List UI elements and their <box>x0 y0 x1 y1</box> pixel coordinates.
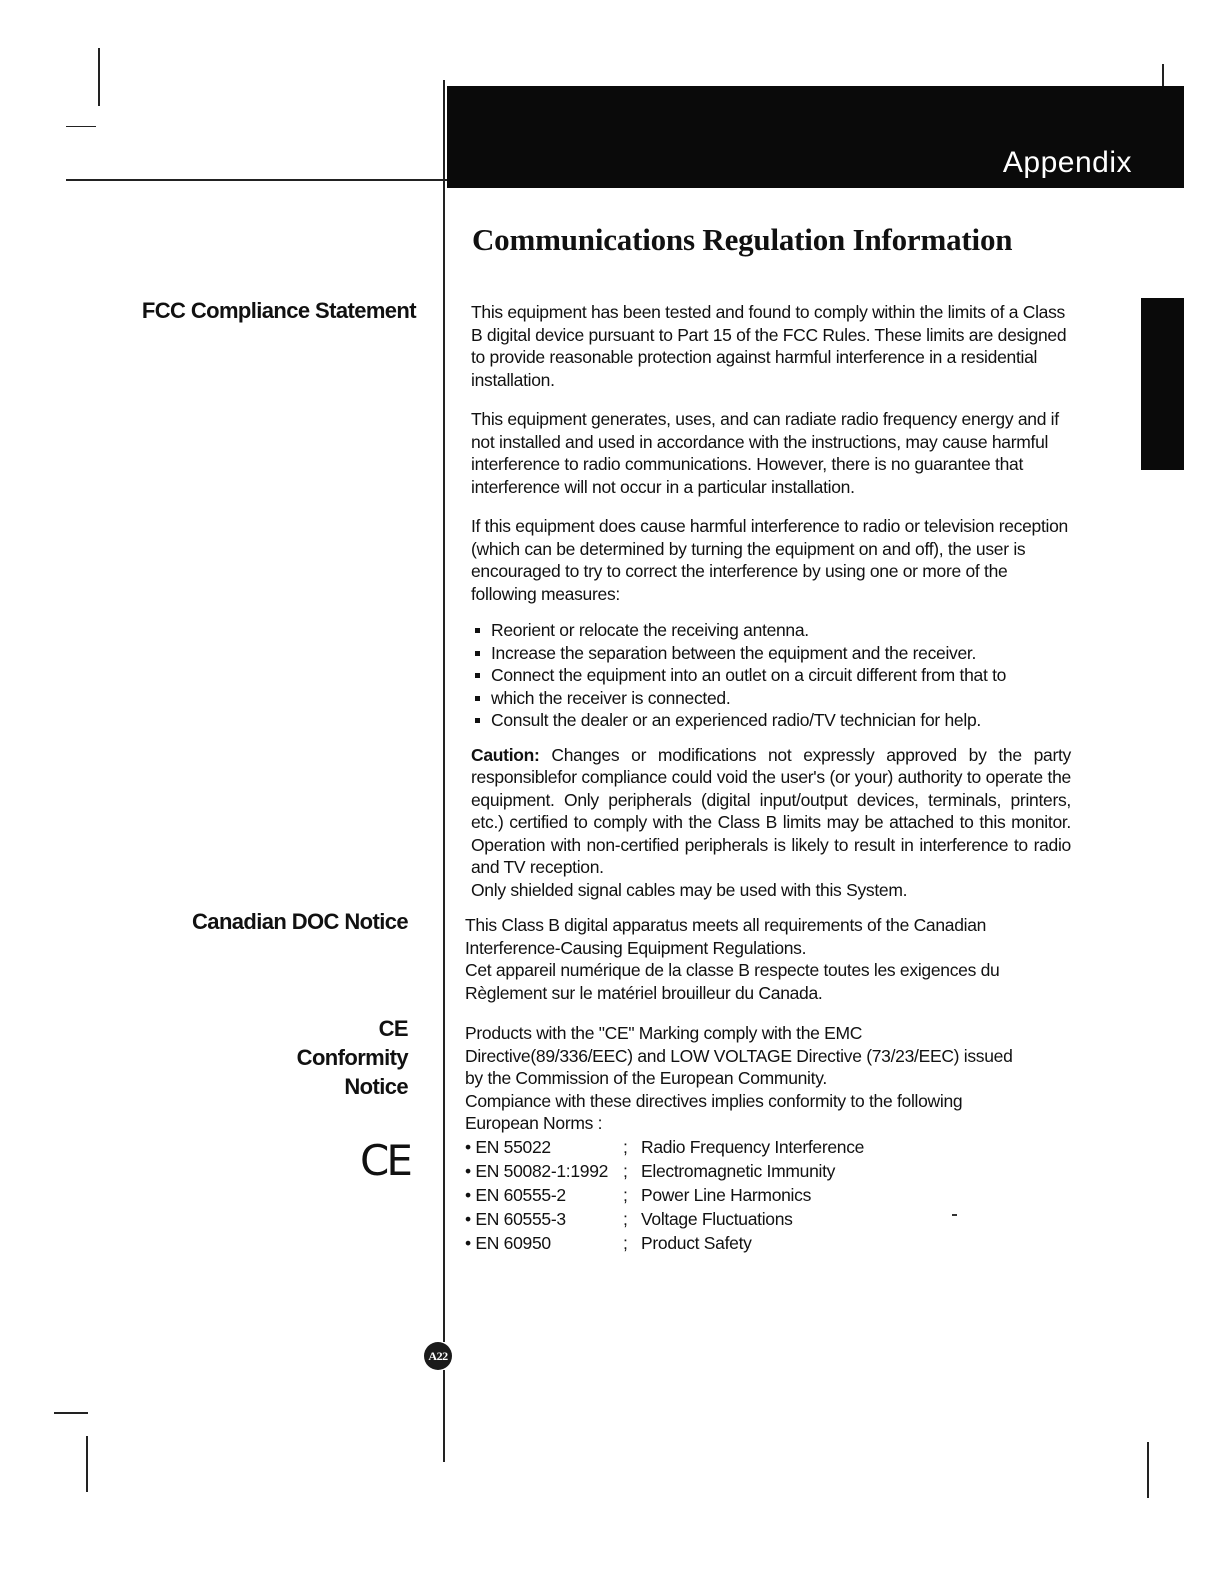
canadian-doc-section <box>465 914 1065 1004</box>
page-number: A22 <box>428 1348 448 1363</box>
canadian-line: Règlement sur le matériel brouilleur du Canada. <box>465 982 823 1003</box>
norm-separator: ; <box>623 1184 628 1205</box>
canadian-doc-heading: Canadian DOC Notice <box>192 909 408 934</box>
ce-line: by the Commission of the European Community. <box>465 1068 827 1088</box>
ce-mark-logo <box>360 1136 410 1185</box>
column-divider-lower <box>443 1370 445 1462</box>
page-title: Communications Regulation Information <box>472 222 1013 257</box>
norm-description: Radio Frequency Interference <box>641 1136 865 1157</box>
norm-code: • EN 60555-2 <box>465 1184 566 1205</box>
norm-separator: ; <box>623 1232 628 1253</box>
crop-mark-top-left-horizontal <box>66 126 96 127</box>
canadian-line: Interference-Causing Equipment Regulations. <box>465 937 807 958</box>
canadian-line: Cet appareil numérique de la classe B respecte toutes les exigences du <box>465 960 1000 980</box>
canadian-line: This Class B digital apparatus meets all requirements of the Canadian <box>465 915 987 935</box>
norm-code: • EN 60950 <box>465 1232 551 1253</box>
norm-row <box>465 1135 1025 1159</box>
ce-line: Compiance with these directives implies conformity to the following <box>465 1090 963 1111</box>
appendix-header-bar <box>447 86 1184 188</box>
norm-code: • EN 60555-3 <box>465 1208 566 1229</box>
crop-mark-bottom-left-vertical <box>86 1436 88 1492</box>
list-item: Connect the equipment into an outlet on a circuit different from that to <box>471 664 1071 687</box>
norm-description: Voltage Fluctuations <box>641 1208 793 1229</box>
norm-separator: ; <box>623 1208 628 1229</box>
fcc-section <box>471 301 1071 901</box>
ce-line: Products with the "CE" Marking comply with the EMC <box>465 1023 863 1043</box>
list-item: Increase the separation between the equipment and the receiver. <box>471 642 1071 665</box>
norm-row <box>465 1207 1025 1231</box>
caution-label: Caution: <box>471 744 540 765</box>
fcc-heading: FCC Compliance Statement <box>141 298 416 323</box>
list-item: which the receiver is connected. <box>471 687 1071 710</box>
column-divider-upper <box>443 80 445 1342</box>
appendix-header-title: Appendix <box>1002 146 1132 179</box>
norm-row <box>465 1183 1025 1207</box>
norm-separator: ; <box>623 1136 628 1157</box>
shielded-cable-note: Only shielded signal cables may be used with this System. <box>471 879 908 900</box>
norm-row <box>465 1159 1025 1183</box>
list-item: Consult the dealer or an experienced radio/TV technician for help. <box>471 709 1071 732</box>
norm-separator: ; <box>623 1160 628 1181</box>
ce-conformity-heading <box>297 1014 408 1101</box>
fcc-paragraph: If this equipment does cause harmful interference to radio or television reception (which can be determined by turning the equipment on and off), the user is encouraged to try to correct the interference by using one or more of the following measures: <box>471 516 1068 604</box>
list-item: Reorient or relocate the receiving antenna. <box>471 619 1071 642</box>
ce-heading-line: Notice <box>344 1074 408 1099</box>
ce-line: European Norms : <box>465 1113 603 1133</box>
ce-line: Directive(89/336/EEC) and LOW VOLTAGE Directive (73/23/EEC) issued <box>465 1045 1013 1066</box>
fcc-paragraph: This equipment has been tested and found to comply within the limits of a Class B digital device pursuant to Part 15 of the FCC Rules. These limits are designed to provide reasonable protection against harmful interference in a residential installation. <box>471 302 1067 390</box>
crop-mark-bottom-right-vertical <box>1147 1442 1149 1498</box>
ce-section <box>465 1022 1065 1255</box>
caution-paragraph <box>471 744 1071 879</box>
left-horizontal-rule <box>66 179 447 181</box>
ce-mark-text: CE <box>360 1136 410 1185</box>
fcc-measures-list <box>471 619 1071 732</box>
section-side-tab <box>1141 298 1184 470</box>
ce-heading-line: Conformity <box>296 1045 408 1070</box>
crop-mark-top-left-vertical <box>98 48 100 106</box>
page-number-badge <box>424 1342 452 1370</box>
norm-description: Power Line Harmonics <box>641 1184 812 1205</box>
norm-row <box>465 1231 1025 1255</box>
norm-description: Electromagnetic Immunity <box>641 1160 836 1181</box>
caution-text: Changes or modifications not expressly approved by the party responsiblefor compliance could void the user's (or your) authority to operate the equipment. Only peripherals (digital input/output devices, terminals, printers, etc.) certified to comply with the Class B limits may be attached to this monitor. Operation with non-certified peripherals is likely to result in interference to radio and TV reception. <box>471 744 1071 877</box>
crop-mark-bottom-left-horizontal <box>54 1412 88 1414</box>
fcc-paragraph: This equipment generates, uses, and can radiate radio frequency energy and if not installed and used in accordance with the instructions, may cause harmful interference to radio communications. However, there is no guarantee that interference will not occur in a particular installation. <box>471 409 1059 497</box>
norm-description: Product Safety <box>641 1232 752 1253</box>
european-norms-list <box>465 1135 1025 1255</box>
norm-code: • EN 50082-1:1992 <box>465 1160 609 1181</box>
norm-code: • EN 55022 <box>465 1136 551 1157</box>
ce-heading-line: CE <box>378 1016 408 1041</box>
